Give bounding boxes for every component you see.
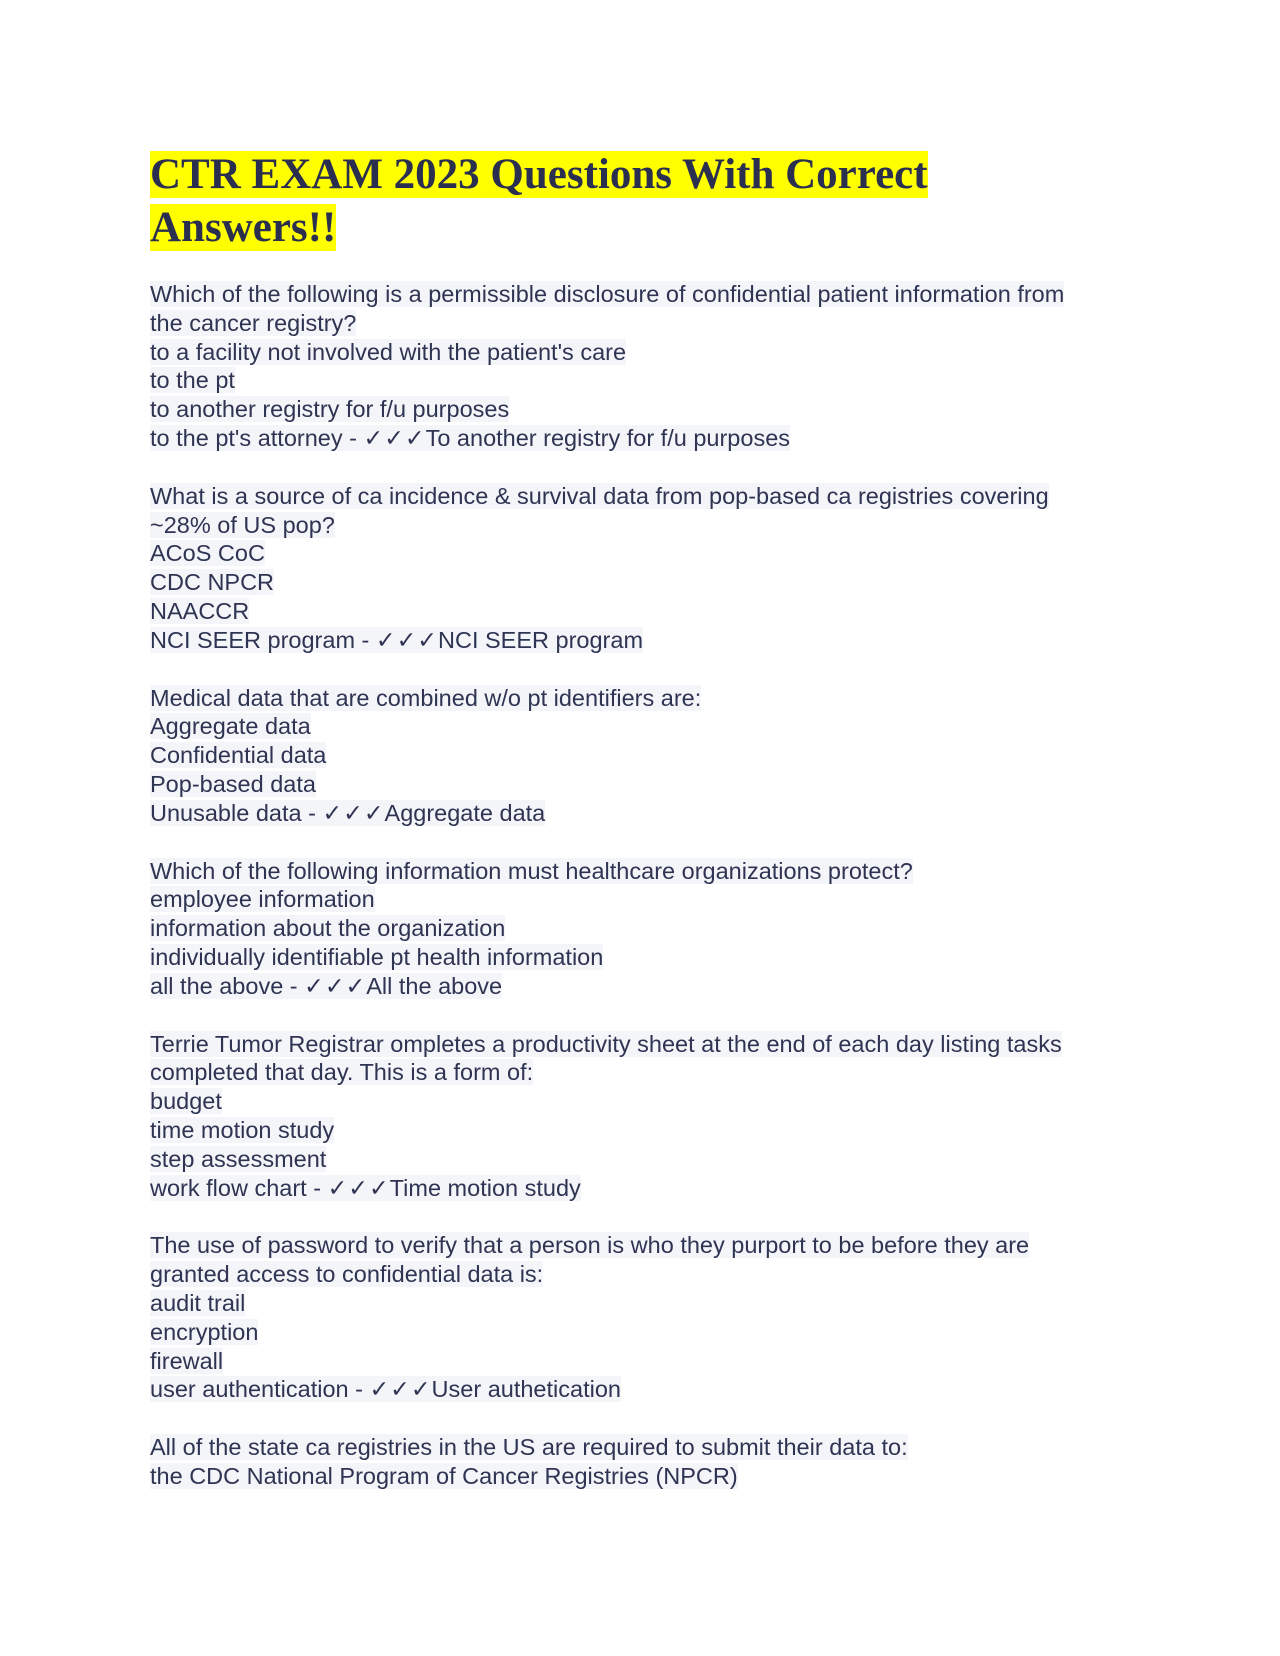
- question-text: completed that day. This is a form of:: [150, 1059, 534, 1086]
- last-option: NCI SEER program -: [150, 626, 376, 653]
- question-text: ~28% of US pop?: [150, 511, 335, 538]
- correct-answer: NCI SEER program: [438, 626, 644, 653]
- checkmark-icon: ✓✓✓: [375, 626, 438, 653]
- last-option: work flow chart -: [150, 1174, 328, 1201]
- question-block: [150, 684, 1140, 828]
- option-with-answer: [150, 972, 1140, 1001]
- question-block: [150, 857, 1140, 1001]
- checkmark-icon: ✓✓✓: [327, 1174, 390, 1201]
- last-option: Unusable data -: [150, 799, 323, 826]
- correct-answer: All the above: [366, 972, 503, 999]
- option: step assessment: [150, 1145, 327, 1172]
- document-page: [150, 148, 1140, 1520]
- option: Aggregate data: [150, 713, 311, 740]
- option: to the pt: [150, 367, 235, 394]
- option: the CDC National Program of Cancer Registries (NPCR): [150, 1462, 738, 1489]
- option: time motion study: [150, 1116, 335, 1143]
- checkmark-icon: ✓✓✓: [322, 799, 385, 826]
- option: CDC NPCR: [150, 569, 275, 596]
- correct-answer: Time motion study: [389, 1174, 581, 1201]
- option: to another registry for f/u purposes: [150, 396, 510, 423]
- question-block: [150, 1231, 1140, 1404]
- option-with-answer: [150, 1174, 1140, 1203]
- option-with-answer: [150, 1375, 1140, 1404]
- question-text: Which of the following information must healthcare organizations protect?: [150, 857, 913, 884]
- checkmark-icon: ✓✓✓: [363, 424, 426, 451]
- option: NAACCR: [150, 597, 250, 624]
- question-block: [150, 280, 1140, 453]
- option: to a facility not involved with the patient's care: [150, 338, 627, 365]
- last-option: all the above -: [150, 972, 305, 999]
- question-block: [150, 1030, 1140, 1203]
- title-line-1: CTR EXAM 2023 Questions With Correct: [150, 151, 928, 198]
- question-text: Which of the following is a permissible disclosure of confidential patient information from: [150, 281, 1065, 307]
- question-text: All of the state ca registries in the US are required to submit their data to:: [150, 1434, 908, 1461]
- question-block: [150, 1433, 1140, 1491]
- option: ACoS CoC: [150, 540, 265, 567]
- title-line-2: Answers!!: [150, 204, 337, 251]
- option-with-answer: [150, 424, 1140, 453]
- option-with-answer: [150, 626, 1140, 655]
- checkmark-icon: ✓✓✓: [304, 972, 367, 999]
- option: firewall: [150, 1347, 224, 1374]
- option: employee information: [150, 886, 375, 913]
- question-text: Medical data that are combined w/o pt identifiers are:: [150, 684, 702, 711]
- last-option: to the pt's attorney -: [150, 424, 364, 451]
- option: Pop-based data: [150, 770, 316, 797]
- option: encryption: [150, 1318, 259, 1345]
- question-text: granted access to confidential data is:: [150, 1261, 544, 1288]
- question-block: [150, 482, 1140, 655]
- document-title: [150, 148, 1140, 254]
- correct-answer: Aggregate data: [384, 799, 546, 826]
- correct-answer: User authetication: [431, 1376, 621, 1403]
- option: audit trail: [150, 1289, 246, 1316]
- option: budget: [150, 1088, 222, 1115]
- correct-answer: To another registry for f/u purposes: [425, 424, 791, 451]
- option-with-answer: [150, 799, 1140, 828]
- question-text: What is a source of ca incidence & survival data from pop-based ca registries covering: [150, 482, 1049, 509]
- option: Confidential data: [150, 742, 327, 769]
- option: information about the organization: [150, 915, 506, 942]
- question-text: the cancer registry?: [150, 309, 357, 336]
- last-option: user authentication -: [150, 1376, 370, 1403]
- question-text: Terrie Tumor Registrar ompletes a productivity sheet at the end of each day listing tasks: [150, 1030, 1062, 1057]
- option: individually identifiable pt health information: [150, 943, 604, 970]
- question-text: The use of password to verify that a person is who they purport to be before they are: [150, 1232, 1030, 1259]
- checkmark-icon: ✓✓✓: [369, 1376, 432, 1403]
